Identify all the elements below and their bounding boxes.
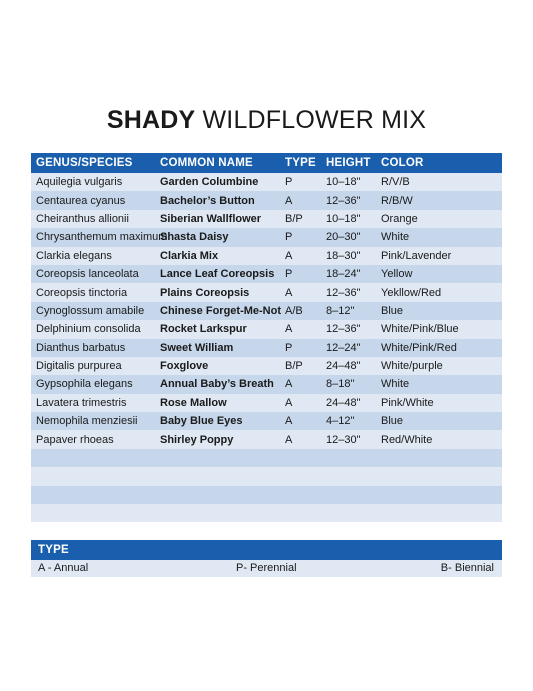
cell-genus-species: Gypsophila elegans <box>36 378 133 391</box>
cell-common-name: Foxglove <box>160 360 209 373</box>
cell-common-name: Annual Baby’s Breath <box>160 378 274 391</box>
cell-genus-species: Centaurea cyanus <box>36 194 126 207</box>
table-row <box>31 320 502 338</box>
cell-type: P <box>285 176 293 189</box>
cell-genus-species: Chrysanthemum maximum <box>36 231 168 244</box>
table-row <box>31 375 502 393</box>
cell-color: R/B/W <box>381 194 413 207</box>
table-row <box>31 283 502 301</box>
table-row <box>31 504 502 522</box>
column-header-color: COLOR <box>381 157 424 169</box>
page-title <box>0 106 533 135</box>
cell-color: White <box>381 231 410 244</box>
cell-color: Pink/Lavender <box>381 249 452 262</box>
cell-height: 10–18" <box>326 212 361 225</box>
cell-common-name: Shasta Daisy <box>160 231 229 244</box>
cell-common-name: Garden Columbine <box>160 176 259 189</box>
cell-color: White/Pink/Blue <box>381 323 459 336</box>
table-row <box>31 449 502 467</box>
column-header-genus: GENUS/SPECIES <box>36 157 133 169</box>
table-row <box>31 339 502 357</box>
cell-genus-species: Clarkia elegans <box>36 249 112 262</box>
cell-common-name: Lance Leaf Coreopsis <box>160 268 275 281</box>
cell-genus-species: Delphinium consolida <box>36 323 141 336</box>
column-header-height: HEIGHT <box>326 157 371 169</box>
cell-genus-species: Cheiranthus allionii <box>36 212 129 225</box>
cell-genus-species: Coreopsis lanceolata <box>36 268 139 281</box>
cell-common-name: Chinese Forget-Me-Not <box>160 304 281 317</box>
table-row <box>31 412 502 430</box>
table-row <box>31 467 502 485</box>
cell-color: Blue <box>381 304 404 317</box>
cell-common-name: Rose Mallow <box>160 396 227 409</box>
cell-type: P <box>285 268 293 281</box>
cell-common-name: Rocket Larkspur <box>160 323 247 336</box>
cell-genus-species: Coreopsis tinctoria <box>36 286 128 299</box>
type-annual: A - Annual <box>38 562 89 574</box>
table-row <box>31 173 502 191</box>
table-row <box>31 247 502 265</box>
cell-color: Red/White <box>381 433 433 446</box>
cell-color: Yekllow/Red <box>381 286 442 299</box>
cell-height: 8–12" <box>326 304 355 317</box>
cell-height: 18–30" <box>326 249 361 262</box>
title-bold: SHADY <box>106 106 196 134</box>
cell-type: A <box>285 415 293 428</box>
cell-common-name: Plains Coreopsis <box>160 286 250 299</box>
cell-color: White/Pink/Red <box>381 341 457 354</box>
cell-height: 12–30" <box>326 433 361 446</box>
cell-type: B/P <box>285 360 303 373</box>
cell-height: 24–48" <box>326 360 361 373</box>
cell-genus-species: Papaver rhoeas <box>36 433 114 446</box>
cell-type: P <box>285 341 293 354</box>
table-row <box>31 210 502 228</box>
cell-height: 20–30" <box>326 231 361 244</box>
type-perennial: P- Perennial <box>236 562 297 574</box>
cell-type: P <box>285 231 293 244</box>
cell-type: A <box>285 194 293 207</box>
cell-type: B/P <box>285 212 303 225</box>
cell-color: R/V/B <box>381 176 410 189</box>
cell-color: Blue <box>381 415 404 428</box>
cell-type: A <box>285 378 293 391</box>
cell-genus-species: Nemophila menziesii <box>36 415 138 428</box>
cell-color: Pink/White <box>381 396 434 409</box>
wildflower-table <box>31 153 502 522</box>
cell-common-name: Clarkia Mix <box>160 249 219 262</box>
cell-common-name: Bachelor’s Button <box>160 194 255 207</box>
type-legend <box>31 540 502 577</box>
cell-common-name: Shirley Poppy <box>160 433 234 446</box>
cell-type: A <box>285 396 293 409</box>
cell-height: 24–48" <box>326 396 361 409</box>
cell-color: Yellow <box>381 268 413 281</box>
table-row <box>31 486 502 504</box>
title-rest: WILDFLOWER MIX <box>195 106 427 134</box>
type-legend-heading: TYPE <box>31 540 502 560</box>
table-row <box>31 357 502 375</box>
cell-genus-species: Dianthus barbatus <box>36 341 126 354</box>
cell-genus-species: Cynoglossum amabile <box>36 304 145 317</box>
table-row <box>31 302 502 320</box>
cell-type: A <box>285 286 293 299</box>
table-row <box>31 191 502 209</box>
table-header <box>31 153 502 173</box>
table-row <box>31 430 502 448</box>
cell-common-name: Sweet William <box>160 341 234 354</box>
cell-color: White/purple <box>381 360 443 373</box>
cell-height: 8–18" <box>326 378 355 391</box>
cell-type: A <box>285 249 293 262</box>
column-header-type: TYPE <box>285 157 316 169</box>
cell-genus-species: Digitalis purpurea <box>36 360 122 373</box>
column-header-common-name: COMMON NAME <box>160 157 253 169</box>
cell-common-name: Siberian Wallflower <box>160 212 262 225</box>
table-body <box>31 173 502 522</box>
cell-height: 10–18" <box>326 176 361 189</box>
cell-type: A <box>285 433 293 446</box>
cell-height: 12–36" <box>326 194 361 207</box>
table-row <box>31 228 502 246</box>
type-legend-row <box>31 560 502 577</box>
cell-type: A/B <box>285 304 303 317</box>
cell-height: 12–36" <box>326 323 361 336</box>
type-biennial: B- Biennial <box>440 562 494 574</box>
cell-genus-species: Lavatera trimestris <box>36 396 127 409</box>
cell-color: White <box>381 378 410 391</box>
cell-type: A <box>285 323 293 336</box>
cell-height: 4–12" <box>326 415 355 428</box>
table-row <box>31 394 502 412</box>
cell-common-name: Baby Blue Eyes <box>160 415 243 428</box>
table-row <box>31 265 502 283</box>
cell-genus-species: Aquilegia vulgaris <box>36 176 123 189</box>
cell-height: 18–24" <box>326 268 361 281</box>
cell-color: Orange <box>381 212 418 225</box>
cell-height: 12–36" <box>326 286 361 299</box>
cell-height: 12–24" <box>326 341 361 354</box>
